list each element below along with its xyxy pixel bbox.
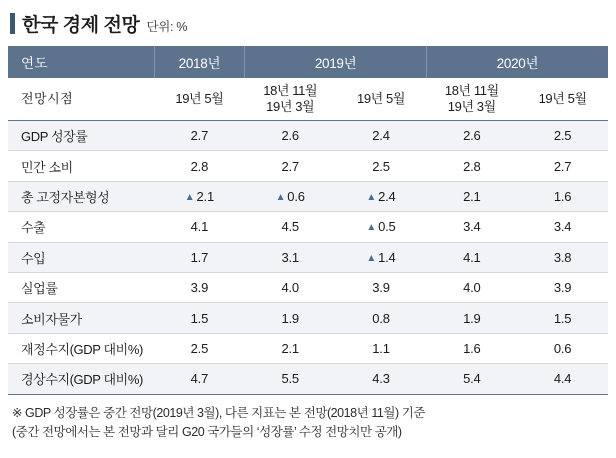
data-cell xyxy=(517,303,608,333)
table-row xyxy=(8,364,608,394)
cell-value: 0.8 xyxy=(372,310,390,326)
triangle-down-icon: ▲ xyxy=(366,222,377,234)
data-cell xyxy=(517,364,608,394)
cell-value: 1.9 xyxy=(281,310,299,326)
cell-value: 4.4 xyxy=(553,371,572,387)
data-cell xyxy=(517,242,608,272)
data-cell xyxy=(426,303,517,333)
data-cell xyxy=(517,181,608,211)
cell-value: 2.8 xyxy=(190,158,209,174)
row-label: 수출 xyxy=(8,212,154,242)
cell-value: 3.1 xyxy=(281,249,299,265)
data-cell xyxy=(336,364,427,394)
cell-value: 2.7 xyxy=(281,158,299,174)
data-cell xyxy=(245,272,336,302)
header-sub-text-4: 19년 5월 xyxy=(538,90,587,106)
cell-value: 3.9 xyxy=(372,280,390,296)
triangle-down-icon: ▲ xyxy=(275,191,286,203)
cell-value: 4.1 xyxy=(190,219,209,235)
table-row xyxy=(8,303,608,333)
cell-value: 2.1 xyxy=(196,188,214,204)
cell-value: 1.6 xyxy=(463,340,481,356)
cell-value: 4.7 xyxy=(190,371,209,387)
data-cell xyxy=(154,333,245,363)
data-cell xyxy=(336,303,427,333)
cell-value: 2.7 xyxy=(553,158,572,174)
cell-value: 1.5 xyxy=(553,310,572,326)
table-head xyxy=(8,46,608,121)
cell-value: 2.4 xyxy=(372,128,390,144)
page-title-row xyxy=(8,10,608,46)
cell-value: 0.6 xyxy=(553,340,572,356)
header-sub-2020-may19 xyxy=(517,78,608,121)
cell-value: 1.4 xyxy=(378,249,396,265)
data-cell xyxy=(336,333,427,363)
data-cell xyxy=(426,212,517,242)
data-cell xyxy=(245,242,336,272)
cell-value: 2.7 xyxy=(190,128,209,144)
header-sub-text-3: 18년 11월 19년 3월 xyxy=(444,82,499,114)
data-cell xyxy=(154,364,245,394)
data-cell xyxy=(154,242,245,272)
cell-value: 0.5 xyxy=(378,219,396,235)
data-cell xyxy=(245,364,336,394)
row-label: 실업률 xyxy=(8,272,154,302)
data-cell xyxy=(426,181,517,211)
cell-value: 4.1 xyxy=(463,249,481,265)
row-label: 경상수지(GDP 대비%) xyxy=(8,364,154,394)
cell-value: 2.4 xyxy=(378,188,396,204)
economic-outlook-table xyxy=(8,46,608,395)
cell-value: 2.1 xyxy=(463,188,481,204)
row-label: 총 고정자본형성 xyxy=(8,181,154,211)
data-cell xyxy=(154,212,245,242)
cell-value: 3.9 xyxy=(190,280,209,296)
data-cell xyxy=(426,272,517,302)
table-row xyxy=(8,242,608,272)
cell-value: 4.0 xyxy=(463,280,481,296)
table-row xyxy=(8,121,608,151)
data-cell xyxy=(426,151,517,181)
data-cell xyxy=(517,333,608,363)
data-cell xyxy=(336,151,427,181)
cell-value: 2.5 xyxy=(190,340,209,356)
data-cell xyxy=(154,181,245,211)
cell-value: 1.1 xyxy=(372,340,390,356)
cell-value: 0.6 xyxy=(287,188,305,204)
data-cell xyxy=(517,121,608,151)
footnotes xyxy=(8,395,608,443)
data-cell xyxy=(245,333,336,363)
data-cell xyxy=(426,121,517,151)
data-cell xyxy=(336,181,427,211)
header-sub-2020-nov18-mar19 xyxy=(426,78,517,121)
header-sub-2018-may19 xyxy=(154,78,245,121)
cell-value: 4.0 xyxy=(281,280,299,296)
header-year-label: 연도 xyxy=(8,46,154,78)
cell-value: 2.6 xyxy=(281,128,299,144)
data-cell xyxy=(517,212,608,242)
cell-value: 3.4 xyxy=(463,219,481,235)
cell-value: 2.5 xyxy=(553,128,572,144)
table-row xyxy=(8,181,608,211)
data-cell xyxy=(336,242,427,272)
header-group-2018: 2018년 xyxy=(154,46,245,78)
row-label: 소비자물가 xyxy=(8,303,154,333)
footnote-1: ※ GDP 성장률은 중간 전망(2019년 3월), 다른 지표는 본 전망(2018년 11월) 기준 xyxy=(12,405,426,420)
data-cell xyxy=(426,364,517,394)
data-cell xyxy=(154,272,245,302)
header-forecast-point-label: 전망시점 xyxy=(8,78,154,121)
cell-value: 3.8 xyxy=(553,249,572,265)
header-sub-text-0: 19년 5월 xyxy=(175,90,224,106)
triangle-down-icon: ▲ xyxy=(184,191,195,203)
row-label: 민간 소비 xyxy=(8,151,154,181)
data-cell xyxy=(517,151,608,181)
data-cell xyxy=(336,212,427,242)
cell-value: 4.5 xyxy=(281,219,299,235)
cell-value: 3.4 xyxy=(553,219,572,235)
cell-value: 1.6 xyxy=(553,188,572,204)
cell-value: 3.9 xyxy=(553,280,572,296)
cell-value: 2.6 xyxy=(463,128,481,144)
table-group-header-row xyxy=(8,46,608,78)
table-row xyxy=(8,333,608,363)
data-cell xyxy=(336,272,427,302)
cell-value: 5.5 xyxy=(281,371,299,387)
page-title: 한국 경제 전망 xyxy=(22,15,140,36)
cell-value: 5.4 xyxy=(463,371,481,387)
data-cell xyxy=(426,242,517,272)
data-cell xyxy=(336,121,427,151)
cell-value: 1.7 xyxy=(190,249,209,265)
table-body xyxy=(8,121,608,395)
table-row xyxy=(8,151,608,181)
data-cell xyxy=(245,121,336,151)
data-cell xyxy=(245,212,336,242)
data-cell xyxy=(245,151,336,181)
data-cell xyxy=(154,121,245,151)
cell-value: 2.1 xyxy=(281,340,299,356)
data-cell xyxy=(245,181,336,211)
data-cell xyxy=(245,303,336,333)
data-cell xyxy=(154,303,245,333)
data-cell xyxy=(154,151,245,181)
cell-value: 1.9 xyxy=(463,310,481,326)
table-sub-header-row xyxy=(8,78,608,121)
header-sub-2019-may19 xyxy=(336,78,427,121)
header-sub-2019-nov18-mar19 xyxy=(245,78,336,121)
cell-value: 2.5 xyxy=(372,158,390,174)
data-cell xyxy=(426,333,517,363)
header-group-2020: 2020년 xyxy=(426,46,608,78)
cell-value: 1.5 xyxy=(190,310,209,326)
header-sub-text-1: 18년 11월 19년 3월 xyxy=(263,82,318,114)
triangle-down-icon: ▲ xyxy=(366,191,377,203)
header-group-2019: 2019년 xyxy=(245,46,427,78)
table-row xyxy=(8,212,608,242)
triangle-down-icon: ▲ xyxy=(366,252,377,264)
row-label: 재정수지(GDP 대비%) xyxy=(8,333,154,363)
table-row xyxy=(8,272,608,302)
footnote-2: (중간 전망에서는 본 전망과 달리 G20 국가들의 ‘성장률’ 수정 전망치만 공개) xyxy=(12,424,402,439)
row-label: 수입 xyxy=(8,242,154,272)
row-label: GDP 성장률 xyxy=(8,121,154,151)
cell-value: 2.8 xyxy=(463,158,481,174)
title-accent-bar xyxy=(10,13,15,34)
cell-value: 4.3 xyxy=(372,371,390,387)
unit-label: 단위: % xyxy=(146,20,188,34)
data-cell xyxy=(517,272,608,302)
header-sub-text-2: 19년 5월 xyxy=(356,90,406,106)
